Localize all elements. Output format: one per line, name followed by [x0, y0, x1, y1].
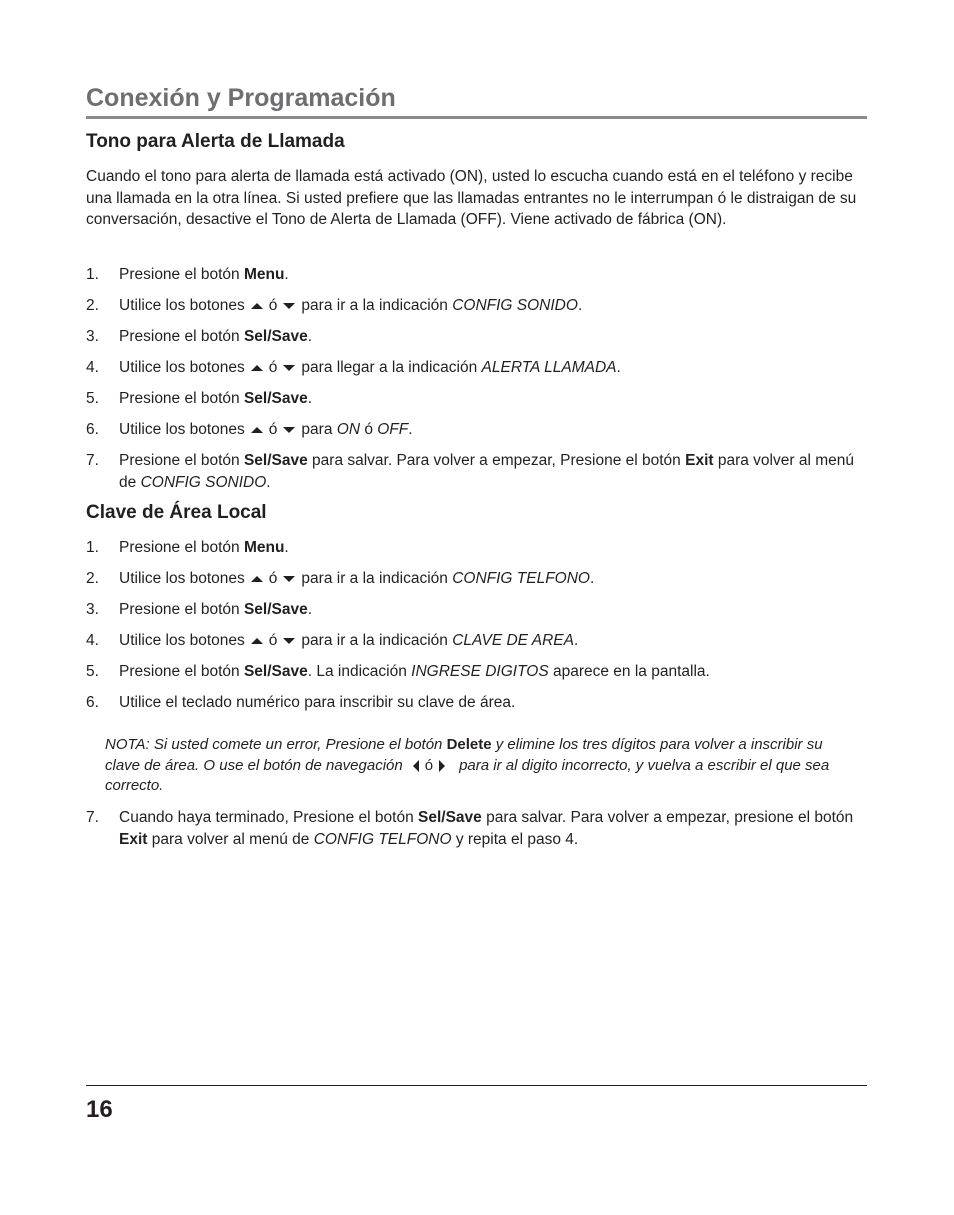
left-arrow-icon [413, 760, 419, 772]
step-text: . [616, 359, 621, 376]
step-text: Presione el botón [119, 601, 244, 618]
option-value: OFF [377, 421, 409, 438]
step-text: Cuando haya terminado, Presione el botón [119, 809, 419, 826]
button-name: Sel/Save [243, 328, 308, 345]
step-text: . [577, 297, 583, 314]
step-text: para volver al menú de [147, 830, 314, 848]
page-section-title: Conexión y Programación [86, 84, 396, 112]
list-item [86, 568, 861, 590]
step-text: . [590, 570, 595, 587]
step-text: Utilice los botones [119, 359, 245, 376]
step-text: Utilice los botones [119, 570, 245, 587]
option-value: ON [336, 421, 361, 438]
step-text: Presione el botón [119, 328, 244, 345]
step-text: Utilice los botones [119, 632, 245, 649]
heading-local-area-code: Clave de Área Local [86, 502, 267, 523]
steps-list-call-waiting [86, 264, 861, 503]
list-item [86, 357, 861, 379]
step-text: ó [268, 570, 278, 587]
step-text: Presione el botón [119, 390, 244, 407]
display-prompt: CONFIG TELFONO [452, 570, 590, 587]
step-number: 3. [86, 328, 99, 345]
list-item [86, 264, 861, 286]
step-text: para [301, 421, 337, 438]
list-item [86, 295, 861, 317]
step-text: Utilice el teclado numérico para inscribir su clave de área. [119, 694, 516, 711]
display-prompt: CONFIG SONIDO [452, 297, 578, 314]
button-name: Exit [685, 452, 714, 469]
display-prompt: CONFIG SONIDO [140, 473, 267, 491]
step-text: para volver al menú de [119, 452, 854, 491]
step-text: aparece en la pantalla. [548, 663, 710, 680]
step-text: Presione el botón [119, 663, 244, 680]
title-divider [86, 116, 867, 119]
page-number: 16 [86, 1096, 113, 1123]
step-text: Utilice los botones [119, 297, 245, 314]
step-number: 4. [86, 359, 99, 376]
step-number: 6. [86, 694, 99, 711]
note-text: para ir al digito incorrecto, y vuelva a escribir el que sea correcto. [105, 756, 830, 794]
step-text: Presione el botón [119, 452, 244, 469]
list-item [86, 661, 861, 683]
up-arrow-icon [251, 365, 263, 371]
step-text: para ir a la indicación [301, 297, 453, 314]
button-name: Delete [446, 736, 492, 753]
heading-call-waiting-tone: Tono para Alerta de Llamada [86, 131, 345, 152]
button-name: Exit [119, 830, 148, 848]
step-text: ó [268, 297, 278, 314]
list-item [86, 807, 861, 850]
button-name: Sel/Save [243, 663, 308, 680]
step-number: 5. [86, 390, 99, 407]
step-text: para salvar. Para volver a empezar, Presione el botón [307, 452, 686, 469]
step-text: ó [268, 421, 278, 438]
step-text: para salvar. Para volver a empezar, presione el botón [481, 809, 854, 826]
list-item [86, 537, 861, 559]
step-text: . [307, 601, 313, 618]
step-text: . [266, 473, 271, 491]
button-name: Sel/Save [243, 452, 308, 469]
display-prompt: CONFIG TELFONO [313, 830, 452, 848]
up-arrow-icon [251, 427, 263, 433]
up-arrow-icon [251, 638, 263, 644]
button-name: Sel/Save [243, 390, 308, 407]
display-prompt: INGRESE DIGITOS [411, 663, 549, 680]
list-item [86, 692, 861, 714]
up-arrow-icon [251, 576, 263, 582]
note-text: ó [424, 756, 434, 774]
list-item [86, 419, 861, 441]
step-text: . [284, 539, 289, 556]
step-text: para ir a la indicación [301, 570, 453, 587]
step-number: 4. [86, 632, 99, 649]
step-text: . [408, 421, 413, 438]
right-arrow-icon [439, 760, 445, 772]
step-number: 1. [86, 539, 99, 556]
down-arrow-icon [283, 365, 295, 371]
step-text: ó [360, 421, 378, 438]
step-text: . La indicación [307, 663, 412, 680]
down-arrow-icon [283, 427, 295, 433]
list-item [86, 388, 861, 410]
step-text: . [307, 390, 313, 407]
display-prompt: CLAVE DE AREA [452, 632, 574, 649]
step-text: ó [268, 632, 278, 649]
list-item [86, 326, 861, 348]
step-text: Utilice los botones [119, 421, 245, 438]
step-number: 5. [86, 663, 99, 680]
display-prompt: ALERTA LLAMADA [481, 359, 617, 376]
step-text: Presione el botón [119, 266, 244, 283]
step-number: 3. [86, 601, 99, 618]
step-text: . [573, 632, 579, 649]
note-paragraph [105, 735, 861, 797]
step-text: . [284, 266, 289, 283]
step-text: para llegar a la indicación [301, 359, 482, 376]
footer-divider [86, 1085, 867, 1086]
step-number: 7. [86, 452, 99, 469]
step-text: ó [268, 359, 278, 376]
step-number: 2. [86, 570, 99, 587]
list-item [86, 630, 861, 652]
step-text: para ir a la indicación [301, 632, 453, 649]
step-number: 1. [86, 266, 99, 283]
note-text: NOTA: Si usted comete un error, Presione el botón [105, 736, 447, 753]
up-arrow-icon [251, 303, 263, 309]
button-name: Sel/Save [243, 601, 308, 618]
step-number: 7. [86, 809, 99, 826]
step-text: . [307, 328, 313, 345]
step-number: 2. [86, 297, 99, 314]
step-text: Presione el botón [119, 539, 244, 556]
down-arrow-icon [283, 576, 295, 582]
down-arrow-icon [283, 638, 295, 644]
note-text: y elimine los tres dígitos para volver a inscribir su clave de área. O use el botón de navegación [105, 736, 823, 774]
steps-list-area-code-final [86, 807, 861, 860]
step-number: 6. [86, 421, 99, 438]
down-arrow-icon [283, 303, 295, 309]
list-item [86, 450, 861, 493]
steps-list-area-code [86, 537, 861, 723]
list-item [86, 599, 861, 621]
button-name: Menu [243, 266, 285, 283]
intro-paragraph: Cuando el tono para alerta de llamada está activado (ON), usted lo escucha cuando está en el teléfono y recibe una llamada en la otra línea. Si usted prefiere que las llamadas entrantes no le interrumpan ó le distraigan de su conversación, desactive el Tono de Alerta de Llamada (OFF). Viene activado de fábrica (ON). [86, 168, 857, 228]
button-name: Menu [243, 539, 285, 556]
step-text: y repita el paso 4. [451, 830, 579, 848]
button-name: Sel/Save [418, 809, 482, 826]
